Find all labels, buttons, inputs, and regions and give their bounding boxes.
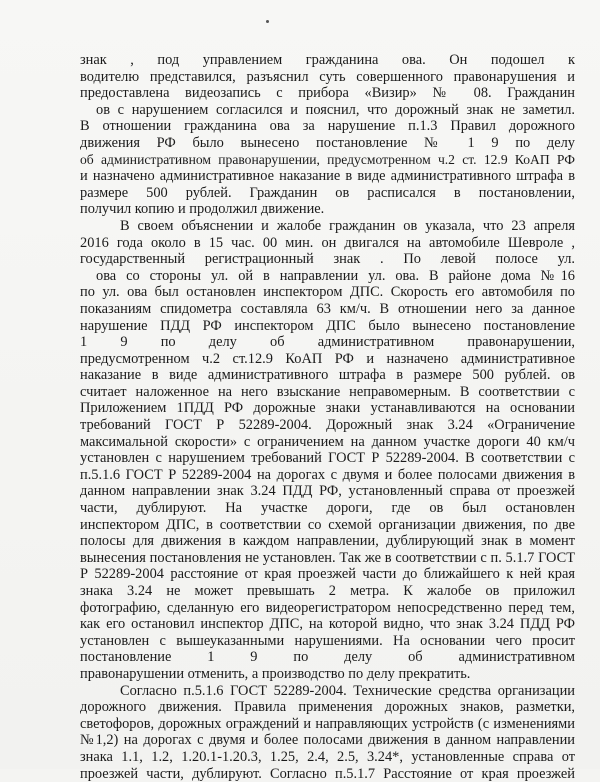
text-line: №1,2) на дорогах с двумя и более полосами движения в данном направлении [80,732,575,749]
text-line: нарушение ПДД РФ инспектором ДПС было вынесено постановление [80,317,575,334]
text-line: фотографию, сделанную его видеорегистратором непосредственно перед тем, [80,599,575,616]
text-line: установлен с нарушением требований ГОСТ Р 52289-2004. В соответствии с [80,450,575,467]
paragraph [80,52,575,218]
text-line: предоставлена видеозапись с прибора «Визир» № 08. Гражданин [80,85,575,102]
text-line: об административном правонарушении, предусмотренном ч.2 ст. 12.9 КоАП РФ [80,151,575,167]
text-line: установлен с вышеуказанными нарушениями. На основании чего просит [80,632,575,649]
text-line: предусмотренном ч.2 ст.12.9 КоАП РФ и назначено административное [80,350,575,367]
text-line: наказание в виде административного штрафа в размере 500 рублей. ов [80,367,575,384]
text-line: максимальной скорости» с ограничением на данном участке дороги 40 км/ч [80,433,575,450]
document-body [80,52,575,782]
paragraph [80,683,575,782]
text-line: как его остановил инспектор ДПС, на которой видно, что знак 3.24 ПДД РФ [80,616,575,633]
text-line: государственный регистрационный знак . По левой полосе ул. [80,251,575,268]
text-line: получил копию и продолжил движение. [80,201,325,218]
text-line: данном направлении знак 3.24 ПДД РФ, установленный справа от проезжей [80,483,575,500]
text-line: считает наложенное на него взыскание неправомерным. В соответствии с [80,383,575,400]
text-line: Р 52289-2004 расстояние от края проезжей части до ближайшего к ней края [80,566,575,583]
text-line: Согласно п.5.1.6 ГОСТ 52289-2004. Технические средства организации [120,682,575,699]
scan-speck [266,20,269,23]
text-line: 2016 года около в 15 час. 00 мин. он двигался на автомобиле Шевроле , [80,234,575,251]
text-line: светофоров, дорожных ограждений и направляющих устройств (с изменениями [80,715,575,732]
text-line: показаниям спидометра составляла 63 км/ч. В отношении него за данное [80,300,575,317]
text-line: п.5.1.6 ГОСТ Р 52289-2004 на дорогах с двумя и более полосами движения в [80,466,575,483]
text-line: ова со стороны ул. ой в направлении ул. ова. В районе дома №16 [96,267,575,284]
text-line: 1 9 по делу об административном правонарушении, [80,334,575,351]
text-line: постановление 1 9 по делу об административном [80,649,575,666]
text-line: полосы для движения в каждом направлении, дублирующий знак в момент [80,533,575,550]
text-line: В своем объяснении и жалобе гражданин ов указала, что 23 апреля [120,217,575,234]
text-line: вынесения постановления не установлен. Так же в соответствии с п. 5.1.7 ГОСТ [80,549,575,566]
text-line: проезжей части, дублируют. Согласно п.5.1.7 Расстояние от края проезжей [80,765,575,782]
text-line: водителю представился, разъяснил суть совершенного правонарушения и [80,68,575,85]
paragraph [80,218,575,683]
text-line: части, дублируют. На участке дороги, где ов был остановлен [80,500,575,517]
text-line: В отношении гражданина ова за нарушение п.1.3 Правил дорожного [80,118,575,135]
text-line: знака 1.1, 1.2, 1.20.1-1.20.3, 1.25, 2.4, 2.5, 3.24*, установленные справа от [80,748,575,765]
text-line: знак , под управлением гражданина ова. Он подошел к [80,52,575,68]
text-line: требований ГОСТ Р 52289-2004. Дорожный знак 3.24 «Ограничение [80,417,575,434]
text-line: размере 500 рублей. Гражданин ов расписался в постановлении, [80,184,575,201]
text-line: движения РФ было вынесено постановление № 1 9 по делу [80,134,575,151]
text-line: знака 3.24 не может превышать 2 метра. К жалобе ов приложил [80,583,575,599]
text-line: и назначено административное наказание в виде административного штрафа в [80,168,575,185]
text-line: инспектором ДПС, в соответствии со схемой организации движения, по две [80,516,575,533]
text-line: Приложением 1ПДД РФ дорожные знаки устанавливаются на основании [80,400,575,417]
text-line: дорожного движения. Правила применения дорожных знаков, разметки, [80,699,575,716]
text-line: ов с нарушением согласился и пояснил, что дорожный знак не заметил. [96,101,575,118]
text-line: правонарушении отменить, а производство по делу прекратить. [80,665,471,682]
text-line: по ул. ова был остановлен инспектором ДПС. Скорость его автомобиля по [80,284,575,301]
